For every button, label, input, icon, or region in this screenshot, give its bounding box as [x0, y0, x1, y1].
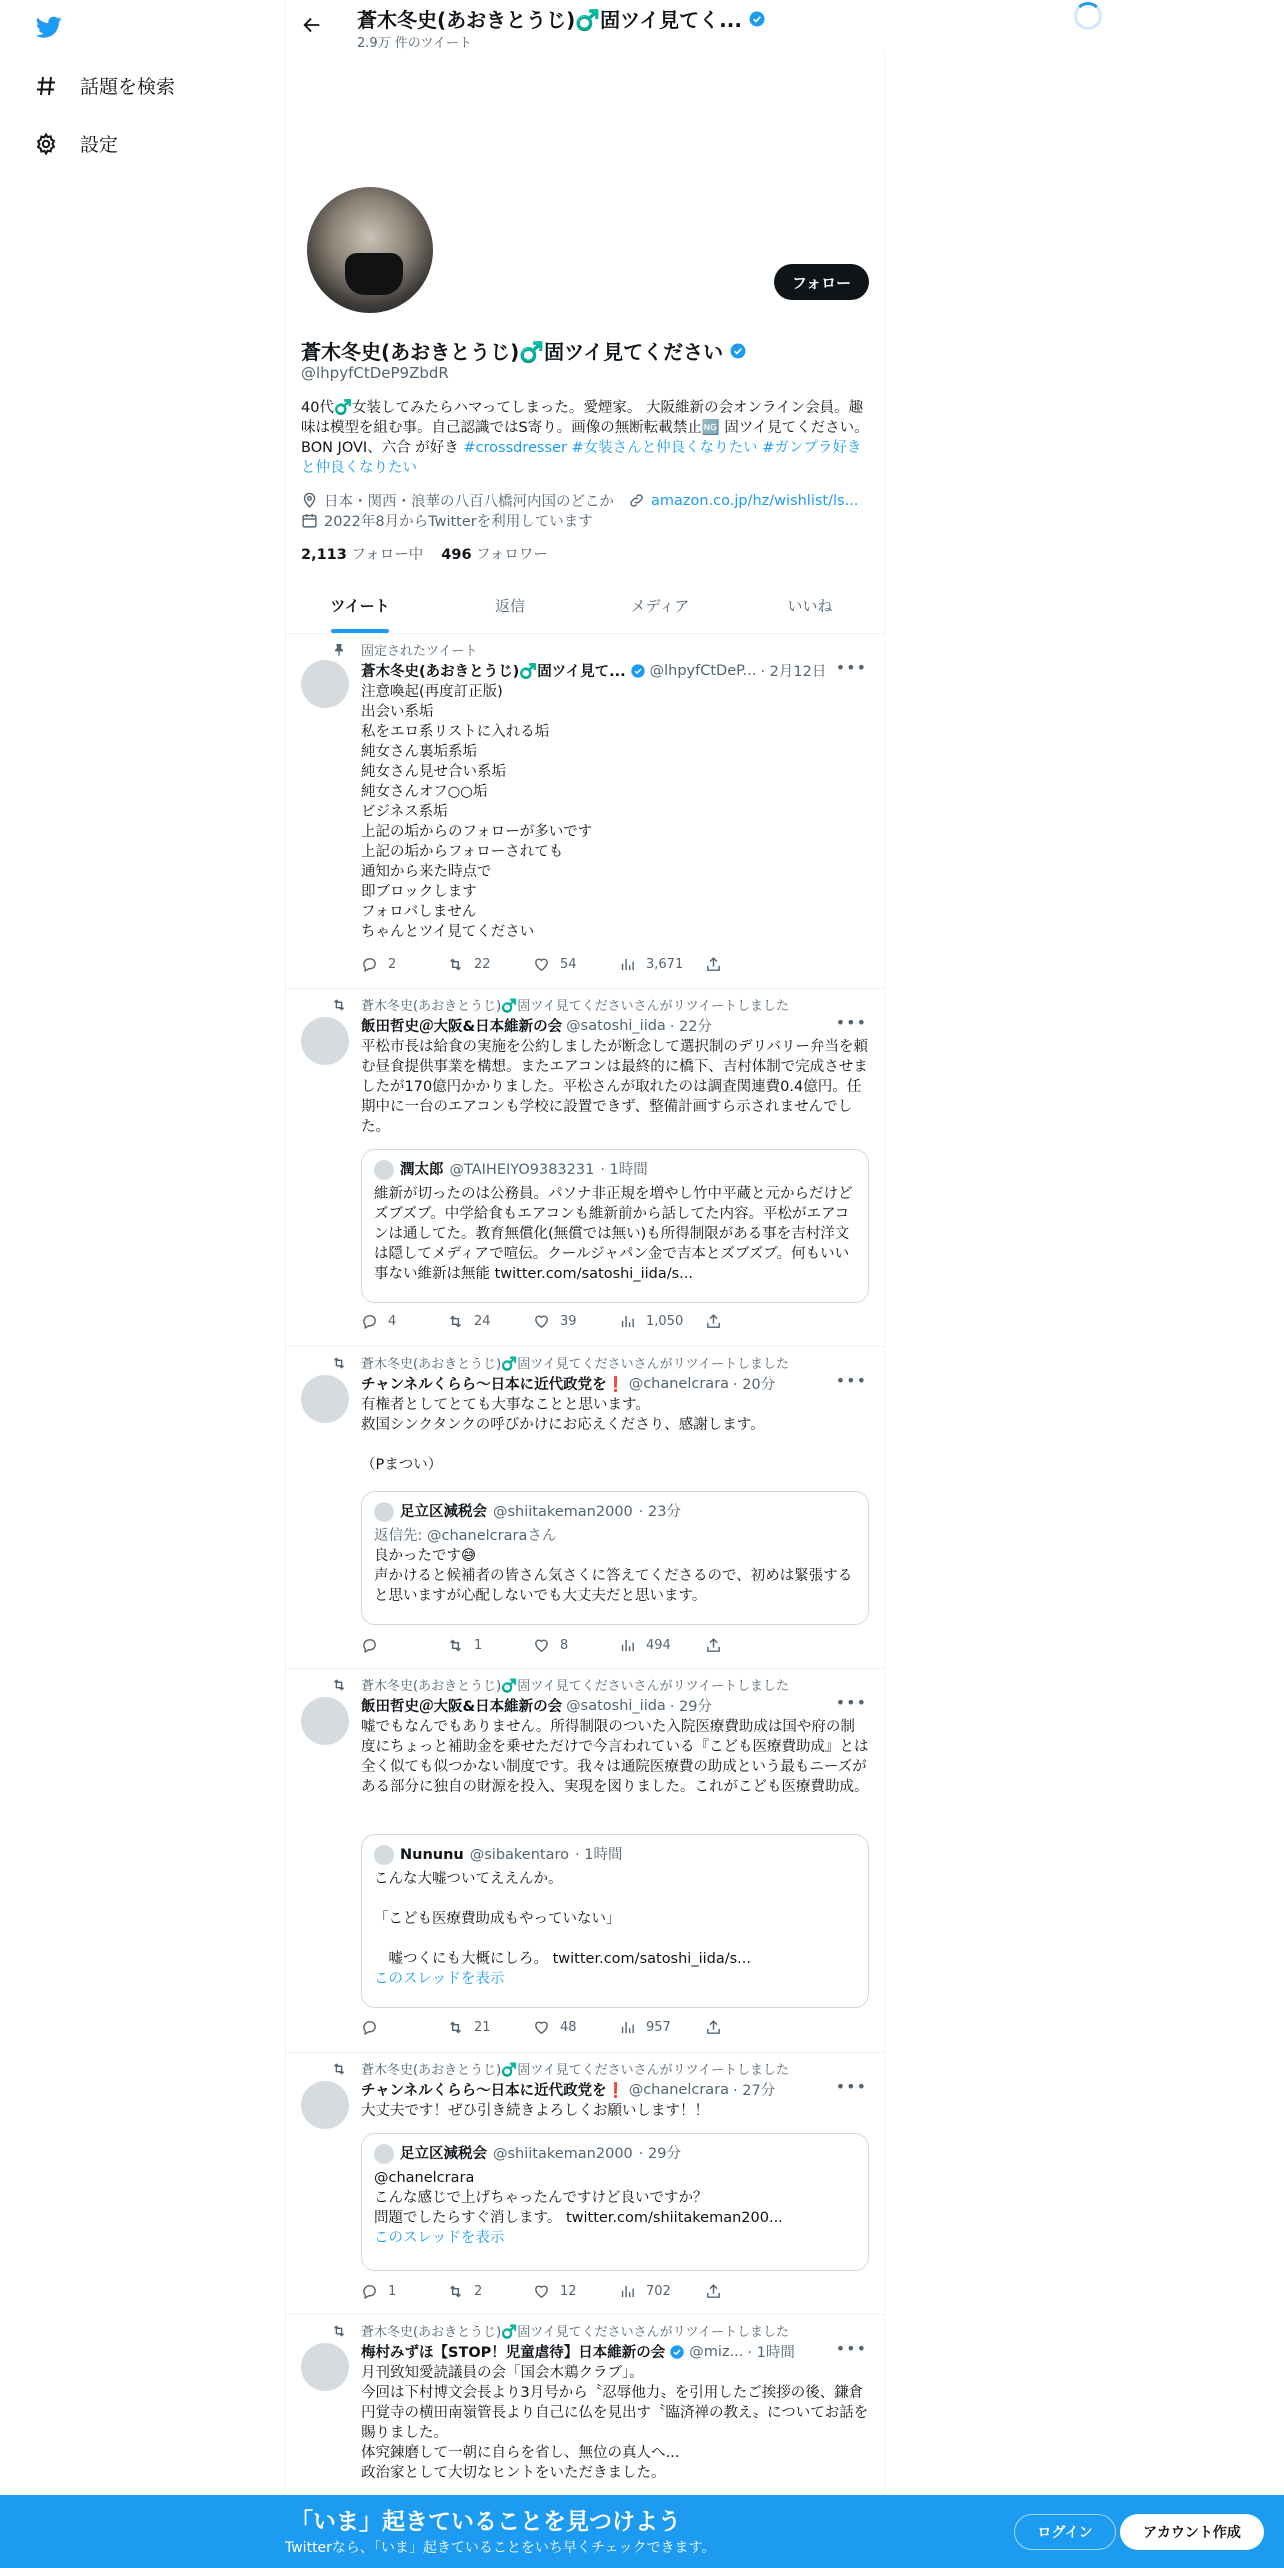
- verified-badge-icon: [630, 663, 646, 679]
- share-button[interactable]: [705, 1313, 791, 1330]
- tweet-author-name[interactable]: チャンネルくらら～日本に近代政党を❗️: [361, 2083, 625, 2099]
- avatar: [374, 1845, 394, 1865]
- like-count: 12: [560, 2284, 577, 2299]
- more-options-icon[interactable]: •••: [835, 2339, 867, 2358]
- nav-settings-label: 設定: [80, 134, 119, 156]
- reply-button[interactable]: [361, 1637, 447, 1654]
- profile-tabs: [285, 578, 885, 634]
- views-button[interactable]: [619, 2019, 705, 2036]
- tweet-context-text: 固定されたツイート: [361, 644, 478, 659]
- reply-count: 4: [388, 1314, 397, 1329]
- retweet-icon: [447, 2019, 464, 2036]
- quoted-tweet-text: 維新が切ったのは公務員。パソナ非正規を増やし竹中平蔵と元からだけどズブズブ。中学給食もエアコンも維新前から話してた内容。平松がエアコンは通してた。教育無償化(無償では無い)も所得制限がある事を吉村洋文は隠してメディアで喧伝。クールジャパン金で吉本とズブズブ。何もいい事ない維新は無能 twitter.com/satoshi_iida/s...: [374, 1186, 853, 1282]
- tweet-actions: [361, 2019, 791, 2036]
- avatar[interactable]: [301, 2343, 349, 2391]
- share-button[interactable]: [705, 2019, 791, 2036]
- quoted-tweet-header: [374, 2144, 856, 2164]
- location-pin-icon: [301, 492, 318, 509]
- header-name: [357, 4, 766, 33]
- profile-header-bar: [285, 0, 885, 53]
- retweet-button[interactable]: [447, 2019, 533, 2036]
- like-count: 8: [560, 1638, 569, 1653]
- tweet-time[interactable]: · 1時間: [747, 2345, 795, 2361]
- reply-count: 1: [388, 2284, 397, 2299]
- quoted-author-handle: @shiitakeman2000: [493, 2146, 633, 2162]
- tweet-text: 有権者としてとても大事なことと思います。 救国シンクタンクの呼びかけにお応えくださり、感謝します。 （Pまつい）: [361, 1397, 765, 1473]
- profile-name-text: 蒼木冬史(あおきとうじ)♂️固ツイ見てください: [301, 340, 724, 364]
- quoted-time: · 23分: [638, 1504, 681, 1520]
- followers-label: フォロワー: [476, 547, 548, 563]
- pin-icon: [331, 642, 347, 658]
- tweet-context-text: 蒼木冬史(あおきとうじ)♂️固ツイ見てくださいさんがリツイートしました: [361, 999, 790, 1014]
- tweet-context: [361, 2321, 789, 2340]
- retweet-icon: [447, 1637, 464, 1654]
- reply-icon: [361, 2019, 378, 2036]
- profile-bio: [301, 398, 871, 478]
- calendar-icon: [301, 512, 318, 529]
- quoted-tweet-text: 良かったです😅 声かけると候補者の皆さん気さくに答えてくださるので、初めは緊張すると思いますが心配しないでも大丈夫だと思います。: [374, 1548, 853, 1604]
- quoted-tweet-header: [374, 1845, 856, 1865]
- profile-joined-row: [301, 510, 593, 531]
- more-options-icon[interactable]: •••: [835, 658, 867, 677]
- avatar[interactable]: [301, 1017, 349, 1065]
- signup-banner: [0, 2495, 1284, 2568]
- gear-icon: [34, 132, 58, 156]
- retweet-button[interactable]: [447, 956, 533, 973]
- quoted-time: · 1時間: [575, 1847, 623, 1863]
- share-icon: [705, 1637, 722, 1654]
- tweet-author-name[interactable]: チャンネルくらら～日本に近代政党を❗️: [361, 1377, 625, 1393]
- profile-handle: @lhpyfCtDeP9ZbdR: [301, 364, 449, 382]
- reply-button[interactable]: [361, 2283, 447, 2300]
- quoted-author-name: 足立区減税会: [400, 2146, 487, 2162]
- quoted-reply-to: 返信先: @chanelcraraさん: [374, 1528, 557, 1544]
- heart-icon: [533, 956, 550, 973]
- show-thread-link[interactable]: このスレッドを表示: [374, 2230, 505, 2246]
- tweet-time[interactable]: · 2月12日: [760, 664, 827, 680]
- retweet-icon: [331, 997, 347, 1013]
- tweet-item[interactable]: [285, 634, 885, 989]
- quoted-tweet-text: こんな大嘘ついてええんか。 「こども医療費助成もやっていない」 嘘つくにも大概にしろ。 twitter.com/satoshi_iida/s...: [374, 1871, 751, 1967]
- banner-title: 「いま」起きていることを見つけよう: [290, 2509, 681, 2535]
- heart-icon: [533, 2019, 550, 2036]
- tweet-author-handle[interactable]: @chanelcrara: [628, 2081, 730, 2098]
- tweet-author-handle[interactable]: @satoshi_iida: [566, 1697, 666, 1714]
- quoted-author-handle: @shiitakeman2000: [493, 1504, 633, 1520]
- tab-likes[interactable]: いいね: [787, 597, 833, 615]
- bio-text: 40代♂️女装してみたらハマってしまった。愛煙家。 大阪維新の会オンライン会員。趣味は模型を組む事。自己認識ではS寄り。画像の無断転載禁止🆖 固ツイ見てください。BON JOVI、六合 が好き: [301, 400, 869, 456]
- tweet-header: [361, 2079, 869, 2100]
- header-tweet-count: 2.9万 件のツイート: [357, 36, 472, 51]
- tweet-author-name[interactable]: 梅村みずほ【STOP！児童虐待】日本維新の会: [361, 2345, 666, 2361]
- retweet-icon: [331, 2061, 347, 2077]
- tweet-time[interactable]: · 20分: [733, 1377, 776, 1393]
- tweet-context: [361, 1675, 789, 1694]
- profile-column: [284, 0, 885, 2568]
- retweet-icon: [331, 2323, 347, 2339]
- bar-chart-icon: [619, 2283, 636, 2300]
- bar-chart-icon: [619, 1313, 636, 1330]
- more-options-icon[interactable]: •••: [835, 2077, 867, 2096]
- tweet-context: [361, 640, 477, 659]
- tweet-header: [361, 1695, 869, 1716]
- bio-hashtags[interactable]: #crossdresser #女装さんと仲良くなりたい #ガンプラ好きと仲良くなりたい: [301, 440, 862, 476]
- verified-badge-icon: [669, 2344, 685, 2360]
- tweet-item[interactable]: [285, 1669, 885, 2053]
- like-button[interactable]: [533, 1637, 619, 1654]
- tweet-author-handle[interactable]: @miz...: [689, 2343, 744, 2360]
- nav-explore[interactable]: [34, 72, 175, 99]
- tweet-author-name[interactable]: 飯田哲史＠大阪&日本維新の会: [361, 1699, 563, 1715]
- views-button[interactable]: [619, 2283, 705, 2300]
- profile-name: [301, 336, 747, 365]
- tweet-author-name[interactable]: 飯田哲史＠大阪&日本維新の会: [361, 1019, 563, 1035]
- share-icon: [705, 956, 722, 973]
- retweet-button[interactable]: [447, 2283, 533, 2300]
- reply-button[interactable]: [361, 1313, 447, 1330]
- retweet-count: 22: [474, 957, 491, 972]
- profile-link[interactable]: amazon.co.jp/hz/wishlist/ls...: [651, 492, 859, 509]
- quoted-tweet[interactable]: [361, 1491, 869, 1625]
- back-arrow-icon[interactable]: [301, 14, 323, 36]
- tweet-text: 月刊致知愛読議員の会「国会木鶏クラブ」。 今回は下村博文会長より3月号から〝忍辱他力〟を引用したご挨拶の後、鎌倉円覚寺の横田南嶺管長より自己に仏を見出す〝臨済禅の教え〟についてお話を賜りました。 体究錬磨して一朝に自らを省し、無位の真人へ... 政治家として大切なヒントをいただきました。: [361, 2365, 869, 2481]
- share-button[interactable]: [705, 956, 791, 973]
- quoted-author-handle: @sibakentaro: [469, 1847, 569, 1863]
- show-thread-link[interactable]: このスレッドを表示: [374, 1971, 505, 1987]
- tweet-actions: [361, 956, 791, 973]
- reply-icon: [361, 956, 378, 973]
- tab-replies[interactable]: 返信: [494, 597, 525, 615]
- view-count: 957: [646, 2020, 671, 2035]
- tweet-actions: [361, 2283, 791, 2300]
- retweet-count: 2: [474, 2284, 483, 2299]
- quoted-author-name: Nununu: [400, 1847, 464, 1863]
- tweet-author-handle[interactable]: @lhpyfCtDeP...: [649, 662, 757, 679]
- reply-icon: [361, 1313, 378, 1330]
- tweet-context: [361, 1353, 789, 1372]
- tweet-header: [361, 1015, 869, 1036]
- reply-icon: [361, 1637, 378, 1654]
- tweet-time[interactable]: · 27分: [733, 2083, 776, 2099]
- retweet-button[interactable]: [447, 1313, 533, 1330]
- view-count: 494: [646, 1638, 671, 1653]
- quoted-tweet-header: [374, 1160, 856, 1180]
- share-icon: [705, 1313, 722, 1330]
- retweet-icon: [447, 1313, 464, 1330]
- quoted-tweet[interactable]: [361, 2133, 869, 2271]
- views-button[interactable]: [619, 1313, 705, 1330]
- like-button[interactable]: [533, 1313, 619, 1330]
- quoted-author-handle: @TAIHEIYO9383231: [449, 1162, 595, 1178]
- tweet-text: 平松市長は給食の実施を公約しましたが断念して選択制のデリバリー弁当を頼む昼食提供事業を構想。またエアコンは最終的に橋下、吉村体制で完成させましたが170億円かかりました。平松さんが取れたのは調査関連費0.4億円。任期中に一台のエアコンも学校に設置できず、整備計画すら示されませんでした。: [361, 1039, 869, 1135]
- reply-button[interactable]: [361, 956, 447, 973]
- retweet-count: 21: [474, 2020, 491, 2035]
- retweet-count: 1: [474, 1638, 483, 1653]
- following-link[interactable]: [301, 543, 423, 564]
- retweet-count: 24: [474, 1314, 491, 1329]
- more-options-icon[interactable]: •••: [835, 1013, 867, 1032]
- share-button[interactable]: [705, 1637, 791, 1654]
- like-button[interactable]: [533, 2019, 619, 2036]
- views-button[interactable]: [619, 1637, 705, 1654]
- verified-badge-icon: [729, 342, 747, 360]
- more-options-icon[interactable]: •••: [835, 1693, 867, 1712]
- quoted-time: · 1時間: [600, 1162, 648, 1178]
- view-count: 702: [646, 2284, 671, 2299]
- like-count: 48: [560, 2020, 577, 2035]
- tweet-context: [361, 2059, 789, 2078]
- loading-spinner-icon: [1074, 2, 1102, 30]
- tweet-header: [361, 660, 869, 681]
- signup-button[interactable]: アカウント作成: [1120, 2514, 1264, 2550]
- tweet-header: [361, 2341, 869, 2362]
- following-count: 2,113: [301, 547, 347, 563]
- nav-explore-label: 話題を検索: [80, 76, 176, 98]
- tweet-time[interactable]: · 29分: [669, 1699, 712, 1715]
- tweet-text: 大丈夫です！ぜひ引き続きよろしくお願いします！！: [361, 2103, 709, 2119]
- retweet-icon: [447, 2283, 464, 2300]
- tweet-header: [361, 1373, 869, 1394]
- share-icon: [705, 2019, 722, 2036]
- quoted-author-name: 潤太郎: [400, 1162, 444, 1178]
- avatar[interactable]: [301, 1375, 349, 1423]
- quoted-author-name: 足立区減税会: [400, 1504, 487, 1520]
- avatar: [374, 1160, 394, 1180]
- profile-meta-row: [301, 490, 858, 511]
- tweet-context-text: 蒼木冬史(あおきとうじ)♂️固ツイ見てくださいさんがリツイートしました: [361, 2325, 790, 2340]
- tweet-time[interactable]: · 22分: [669, 1019, 712, 1035]
- followers-count: 496: [441, 547, 472, 563]
- nav-settings[interactable]: [34, 130, 118, 157]
- header-name-text: 蒼木冬史(あおきとうじ)♂️固ツイ見てく...: [357, 8, 742, 32]
- quoted-time: · 29分: [638, 2146, 681, 2162]
- quoted-tweet-text: @chanelcrara こんな感じで上げちゃったんですけど良いですか？ 問題でしたらすぐ消します。 twitter.com/shiitakeman200...: [374, 2170, 783, 2226]
- tweet-text: 嘘でもなんでもありません。所得制限のついた入院医療費助成は国や府の制度にちょっと補助金を乗せただけで今言われている『こども医療費助成』とは全く似ても似つかない制度です。我々は通院医療費の助成という最もニーズがある部分に独自の財源を投入、実現を図りました。これがこども医療費助成。: [361, 1719, 869, 1795]
- reply-count: 2: [388, 957, 397, 972]
- heart-icon: [533, 1637, 550, 1654]
- tweet-context: [361, 995, 789, 1014]
- tweet-context-text: 蒼木冬史(あおきとうじ)♂️固ツイ見てくださいさんがリツイートしました: [361, 1679, 790, 1694]
- avatar[interactable]: [301, 1697, 349, 1745]
- avatar: [374, 1502, 394, 1522]
- view-count: 1,050: [646, 1314, 684, 1329]
- quoted-tweet[interactable]: [361, 1834, 869, 2008]
- follow-counts: [301, 543, 548, 564]
- heart-icon: [533, 1313, 550, 1330]
- retweet-icon: [447, 956, 464, 973]
- tweet-text: 注意喚起(再度訂正版) 出会い系垢 私をエロ系リストに入れる垢 純女さん裏垢系垢 純女さん見せ合い系垢 純女さんオフ○○垢 ビジネス系垢 上記の垢からのフォローが多いです 上記の垢からフォローされても 通知から来た時点で 即ブロックします フォロバしません ちゃんとツイ見てください: [361, 684, 593, 940]
- profile-location: 日本・関西・浪華の八百八橋河内国のどこか: [324, 494, 614, 510]
- like-button[interactable]: [533, 2283, 619, 2300]
- tweet-item[interactable]: [285, 2053, 885, 2315]
- tweet-author-name[interactable]: 蒼木冬史(あおきとうじ)♂️固ツイ見て...: [361, 664, 626, 680]
- bar-chart-icon: [619, 1637, 636, 1654]
- login-button[interactable]: ログイン: [1014, 2514, 1116, 2550]
- tweet-actions: [361, 1637, 791, 1654]
- profile-avatar[interactable]: [303, 183, 437, 317]
- tweet-author-handle[interactable]: @chanelcrara: [628, 1375, 730, 1392]
- share-icon: [705, 2283, 722, 2300]
- views-button[interactable]: [619, 956, 705, 973]
- banner-subtitle: Twitterなら、「いま」起きていることをいち早くチェックできます。: [285, 2540, 716, 2556]
- link-icon: [628, 492, 645, 509]
- quoted-tweet[interactable]: [361, 1149, 869, 1303]
- avatar[interactable]: [301, 2081, 349, 2129]
- tab-media[interactable]: メディア: [630, 597, 690, 615]
- twitter-bird-icon[interactable]: [34, 14, 64, 40]
- bar-chart-icon: [619, 956, 636, 973]
- hashtag-icon: [34, 74, 58, 98]
- tweet-item[interactable]: [285, 989, 885, 1347]
- retweet-icon: [331, 1355, 347, 1371]
- reply-icon: [361, 2283, 378, 2300]
- avatar: [374, 2144, 394, 2164]
- tweet-context-text: 蒼木冬史(あおきとうじ)♂️固ツイ見てくださいさんがリツイートしました: [361, 2063, 790, 2078]
- like-button[interactable]: [533, 956, 619, 973]
- more-options-icon[interactable]: •••: [835, 1371, 867, 1390]
- quoted-tweet-header: [374, 1502, 856, 1522]
- tweet-actions: [361, 1313, 791, 1330]
- followers-link[interactable]: [441, 543, 548, 564]
- heart-icon: [533, 2283, 550, 2300]
- like-count: 54: [560, 957, 577, 972]
- tweet-context-text: 蒼木冬史(あおきとうじ)♂️固ツイ見てくださいさんがリツイートしました: [361, 1357, 790, 1372]
- following-label: フォロー中: [351, 547, 424, 563]
- like-count: 39: [560, 1314, 577, 1329]
- share-button[interactable]: [705, 2283, 791, 2300]
- reply-button[interactable]: [361, 2019, 447, 2036]
- tweet-item[interactable]: [285, 1347, 885, 1669]
- tweet-author-handle[interactable]: @satoshi_iida: [566, 1017, 666, 1034]
- verified-badge-icon: [748, 10, 766, 28]
- view-count: 3,671: [646, 957, 684, 972]
- profile-joined: 2022年8月からTwitterを利用しています: [324, 514, 593, 530]
- retweet-button[interactable]: [447, 1637, 533, 1654]
- follow-button[interactable]: フォロー: [774, 264, 869, 300]
- avatar[interactable]: [301, 660, 349, 708]
- retweet-icon: [331, 1677, 347, 1693]
- tab-tweets[interactable]: ツイート: [285, 578, 435, 633]
- bar-chart-icon: [619, 2019, 636, 2036]
